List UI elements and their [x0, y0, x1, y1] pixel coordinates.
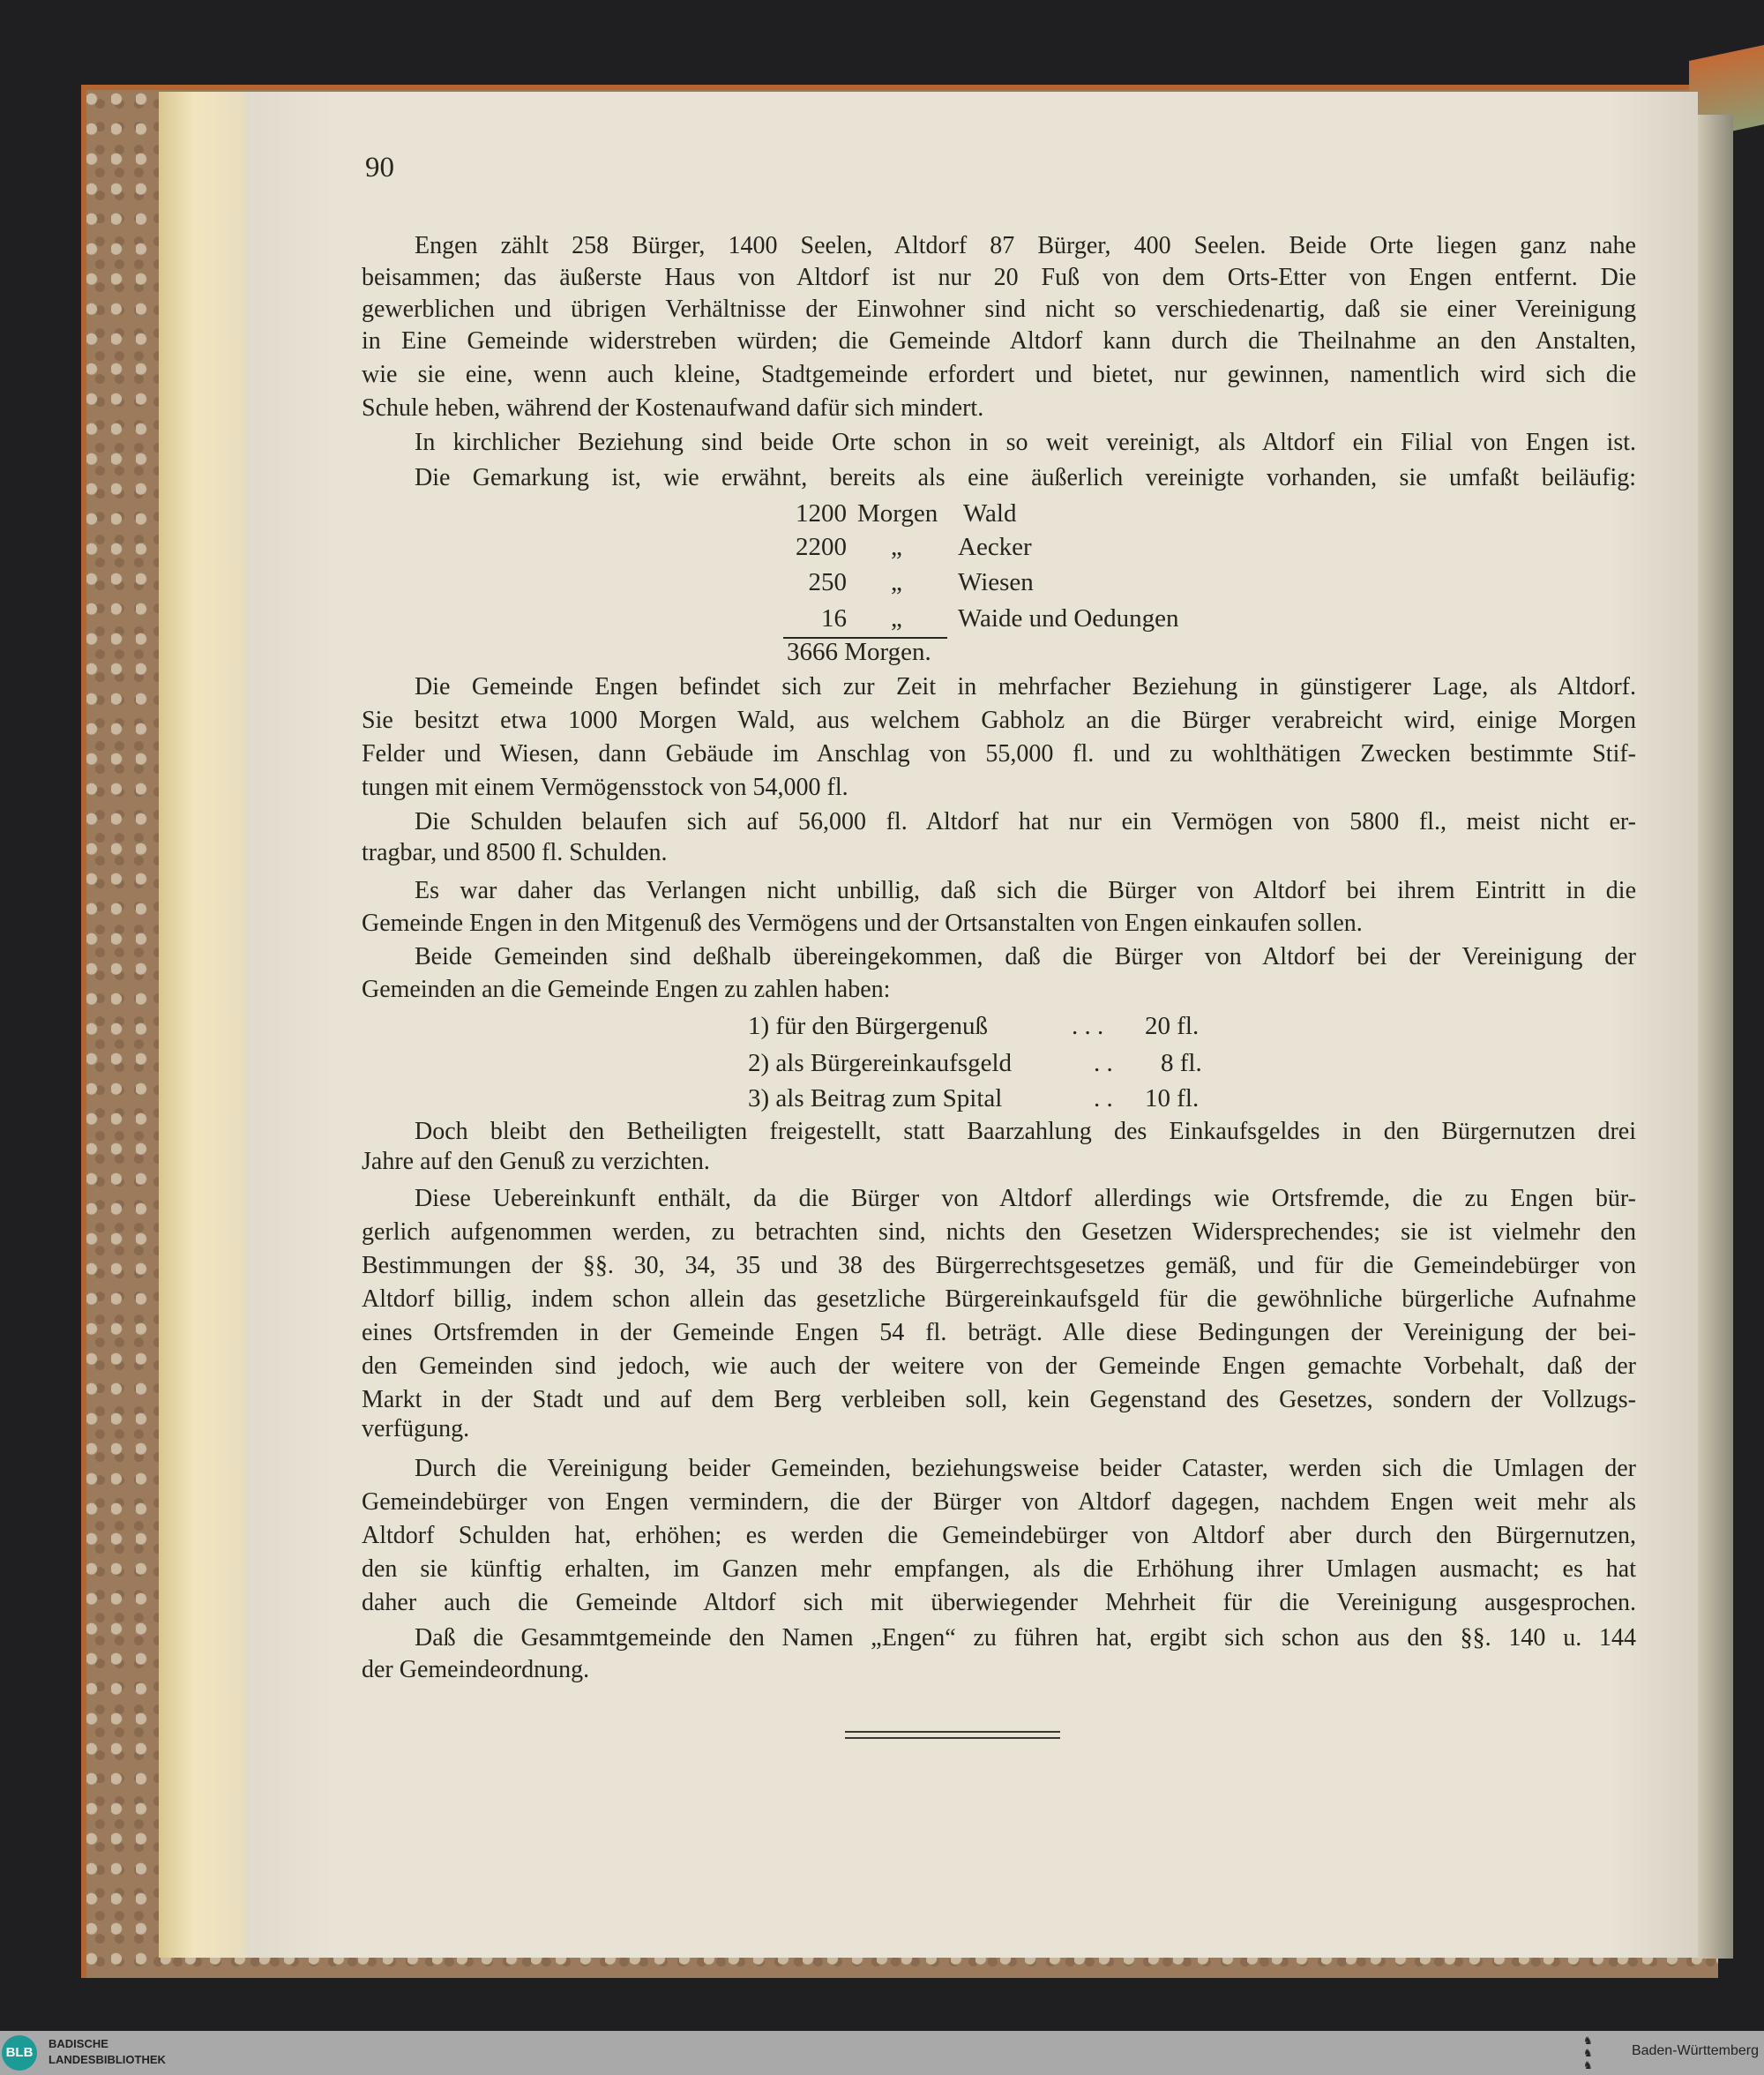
text-line: tragbar, und 8500 fl. Schulden. [362, 839, 668, 866]
land-amount: 16 [821, 604, 847, 633]
library-name-line2: LANDESBIBLIOTHEK [49, 2053, 166, 2066]
ditto-mark: „ [891, 533, 902, 561]
text-line: In kirchlicher Beziehung sind beide Orte schon in so weit vereinigt, als Altdorf ein Filial von Engen ist. [415, 429, 1636, 456]
text-line: Die Gemarkung ist, wie erwähnt, bereits als eine äußerlich vereinigte vorhanden, sie umfaßt beiläufig: [415, 464, 1636, 491]
land-amount: 250 [808, 568, 847, 596]
text-line: Sie besitzt etwa 1000 Morgen Wald, aus welchem Gabholz an die Bürger verabreicht wird, einige Morgen [362, 707, 1636, 734]
page-number: 90 [365, 152, 394, 184]
end-rule [845, 1731, 1060, 1739]
text-line: Diese Uebereinkunft enthält, da die Bürger von Altdorf allerdings wie Ortsfremde, die zu Engen bür- [415, 1185, 1636, 1212]
library-name-line1: BADISCHE [49, 2037, 108, 2050]
payment-label: 3) als Beitrag zum Spital [748, 1084, 1003, 1112]
text-line: Gemeindebürger von Engen vermindern, die der Bürger von Altdorf dagegen, nachdem Engen weit mehr als [362, 1488, 1636, 1516]
text-line: Doch bleibt den Betheiligten freigestellt, statt Baarzahlung des Einkaufsgeldes in den Bürgernutzen drei [415, 1118, 1636, 1145]
lions-icon: ♞ ♞ ♞ [1583, 2034, 1593, 2071]
text-line: den Gemeinden sind jedoch, wie auch der weitere von der Gemeinde Engen gemachte Vorbehalt, daß der [362, 1352, 1636, 1380]
text-line: tungen mit einem Vermögensstock von 54,000 fl. [362, 774, 848, 801]
text-line: Gemeinden an die Gemeinde Engen zu zahlen haben: [362, 976, 891, 1003]
payment-amount: 8 fl. [1161, 1049, 1202, 1077]
payment-dots: . . [1094, 1084, 1113, 1112]
ditto-mark: „ [891, 604, 902, 633]
text-line: Bestimmungen der §§. 30, 34, 35 und 38 des Bürgerrechtsgesetzes gemäß, und für die Gemeindebürger von [362, 1252, 1636, 1279]
text-line: der Gemeindeordnung. [362, 1656, 590, 1683]
land-unit: Morgen [857, 499, 938, 528]
text-line: gewerblichen und übrigen Verhältnisse der Einwohner sind nicht so verschiedenartig, daß sie einer Vereinigung [362, 296, 1636, 323]
land-total: 3666 Morgen. [787, 638, 931, 666]
text-line: Schule heben, während der Kostenaufwand dafür sich mindert. [362, 394, 984, 422]
text-line: Markt in der Stadt und auf dem Berg verbleiben soll, kein Gegenstand des Gesetzes, sondern der Vollzugs- [362, 1386, 1636, 1413]
payment-amount: 20 fl. [1145, 1012, 1200, 1040]
text-line: den sie künftig erhalten, im Ganzen mehr empfangen, als die Erhöhung ihrer Umlagen ausmacht; es hat [362, 1555, 1636, 1583]
payment-amount: 10 fl. [1145, 1084, 1200, 1112]
text-line: Daß die Gesammtgemeinde den Namen „Engen“ zu führen hat, ergibt sich schon aus den §§. 140 u. 144 [415, 1624, 1636, 1652]
ditto-mark: „ [891, 568, 902, 596]
land-amount: 2200 [796, 533, 847, 561]
text-line: Es war daher das Verlangen nicht unbillig, daß sich die Bürger von Altdorf bei ihrem Eintritt in die [415, 877, 1636, 904]
text-line: Die Gemeinde Engen befindet sich zur Zeit in mehrfacher Beziehung in günstigerer Lage, als Altdorf. [415, 673, 1636, 700]
payment-dots: . . . [1072, 1012, 1104, 1040]
payment-label: 2) als Bürgereinkaufsgeld [748, 1049, 1013, 1077]
state-logo-text[interactable]: Baden-Württemberg [1631, 2043, 1759, 2058]
text-line: beisammen; das äußerste Haus von Altdorf ist nur 20 Fuß von dem Orts-Etter von Engen entfernt. Die [362, 264, 1636, 291]
text-line: Beide Gemeinden sind deßhalb übereingekommen, daß die Bürger von Altdorf bei der Vereinigung der [415, 943, 1636, 970]
payment-label: 1) für den Bürgergenuß [748, 1012, 988, 1040]
text-line: eines Ortsfremden in der Gemeinde Engen 54 fl. beträgt. Alle diese Bedingungen der Vereinigung der bei- [362, 1319, 1636, 1346]
text-line: verfügung. [362, 1415, 470, 1442]
text-line: gerlich aufgenommen werden, zu betrachten sind, nichts den Gesetzen Widersprechendes; sie ist vielmehr den [362, 1218, 1636, 1246]
gilt-edge [159, 92, 247, 1958]
text-line: Jahre auf den Genuß zu verzichten. [362, 1148, 710, 1175]
text-line: Felder und Wiesen, dann Gebäude im Anschlag von 55,000 fl. und zu wohlthätigen Zwecken bestimmte Stif- [362, 740, 1636, 768]
text-line: Gemeinde Engen in den Mitgenuß des Vermögens und der Ortsanstalten von Engen einkaufen sollen. [362, 910, 1363, 937]
text-line: Durch die Vereinigung beider Gemeinden, beziehungsweise beider Cataster, werden sich die Umlagen der [415, 1455, 1636, 1482]
payment-dots: . . [1094, 1049, 1113, 1077]
land-type: Wiesen [958, 568, 1034, 596]
land-type: Wald [963, 499, 1017, 528]
text-line: Altdorf billig, indem schon allein das gesetzliche Bürgereinkaufsgeld für die gewöhnliche bürgerliche Aufnahme [362, 1285, 1636, 1313]
library-name[interactable] [49, 2036, 166, 2068]
text-line: Altdorf Schulden hat, erhöhen; es werden die Gemeindebürger von Altdorf aber durch den Bürgernutzen, [362, 1522, 1636, 1549]
footer-bar [0, 2031, 1764, 2075]
text-line: Engen zählt 258 Bürger, 1400 Seelen, Altdorf 87 Bürger, 400 Seelen. Beide Orte liegen ganz nahe [415, 232, 1636, 259]
land-type: Aecker [958, 533, 1032, 561]
text-line: Die Schulden belaufen sich auf 56,000 fl. Altdorf hat nur ein Vermögen von 5800 fl., meist nicht er- [415, 808, 1636, 835]
text-line: wie sie eine, wenn auch kleine, Stadtgemeinde erfordert und bietet, nur gewinnen, namentlich wird sich die [362, 361, 1636, 388]
page-stack [1698, 115, 1733, 1959]
text-line: in Eine Gemeinde widerstreben würden; die Gemeinde Altdorf kann durch die Theilnahme an den Anstalten, [362, 327, 1636, 355]
land-type: Waide und Oedungen [958, 604, 1179, 633]
text-line: daher auch die Gemeinde Altdorf sich mit überwiegender Mehrheit für die Vereinigung ausgesprochen. [362, 1589, 1636, 1616]
blb-logo[interactable]: BLB [2, 2035, 37, 2071]
land-amount: 1200 [796, 499, 847, 528]
